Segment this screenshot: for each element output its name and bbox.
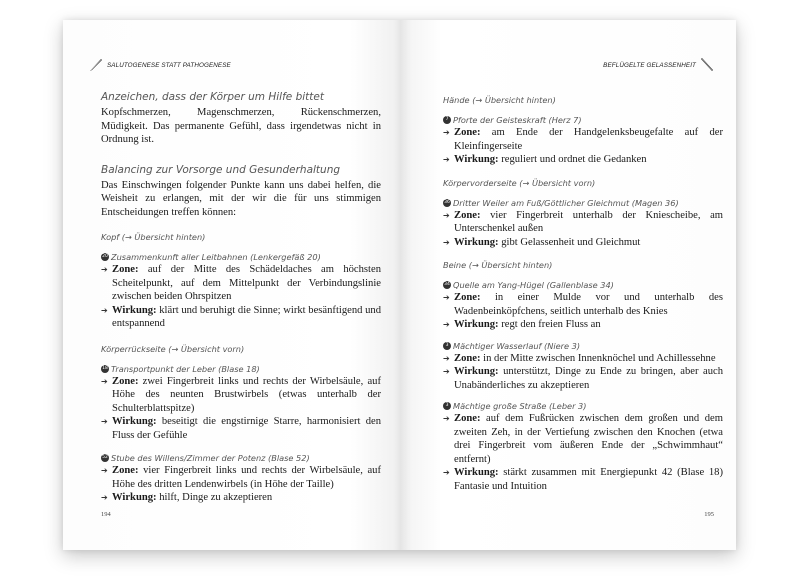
wirkung-text: regt den freien Fluss an xyxy=(501,319,601,330)
zone-label: Zone: xyxy=(454,413,481,424)
right-content xyxy=(443,94,723,493)
point-title-text: Quelle am Yang-Hügel (Gallenblase 34) xyxy=(453,280,614,290)
arrow-right-icon: ➔ xyxy=(443,237,450,247)
point-title xyxy=(443,279,723,291)
zone-label: Zone: xyxy=(112,264,139,275)
point-details xyxy=(101,263,381,331)
point-title-text: Transportpunkt der Leber (Blase 18) xyxy=(111,363,260,374)
zone-label: Zone: xyxy=(454,292,481,303)
wirkung-text: klärt und beruhigt die Sinne; wirkt besänftigend und entspannend xyxy=(112,304,381,329)
point-title xyxy=(443,340,723,352)
point-blase-52 xyxy=(101,452,381,505)
point-details xyxy=(101,375,381,443)
arrow-right-icon: ➔ xyxy=(443,155,450,164)
wirkung-item xyxy=(443,318,723,332)
point-title xyxy=(443,197,723,209)
point-title-text: Mächtiger Wasserlauf (Niere 3) xyxy=(453,340,581,351)
running-head-text: BEFLÜGELTE GELASSENHEIT xyxy=(603,61,696,69)
zone-item xyxy=(443,412,723,466)
point-gallenblase-34 xyxy=(443,279,723,332)
point-number-badge: 34 xyxy=(444,282,450,287)
point-details xyxy=(101,464,381,505)
point-details xyxy=(443,126,723,167)
point-title xyxy=(443,114,723,126)
arrow-right-icon: ➔ xyxy=(443,414,450,423)
point-details xyxy=(443,352,723,393)
arrow-right-icon: ➔ xyxy=(101,466,108,475)
wirkung-label: Wirkung: xyxy=(454,366,499,377)
feather-icon xyxy=(89,58,103,72)
section-beine: Beine (→ Übersicht hinten) xyxy=(443,260,553,270)
point-details xyxy=(443,209,723,250)
zone-label: Zone: xyxy=(454,209,481,221)
wirkung-item xyxy=(443,153,723,167)
arrow-right-icon: ➔ xyxy=(101,376,108,386)
wirkung-item xyxy=(443,466,723,493)
wirkung-item xyxy=(101,491,381,505)
arrow-right-icon: ➔ xyxy=(443,320,450,329)
wirkung-label: Wirkung: xyxy=(454,154,499,165)
left-content xyxy=(101,90,381,505)
point-leber-3 xyxy=(443,400,723,493)
zone-text: zwei Fingerbreit links und rechts der Wirbelsäule, auf Höhe des neunten Brustwirbels (etwas unterhalb der Schulterblattspitze) xyxy=(112,375,381,414)
zone-label: Zone: xyxy=(454,127,481,138)
heading-balancing: Balancing zur Vorsorge und Gesunderhaltung xyxy=(101,163,341,176)
arrow-right-icon: ➔ xyxy=(443,367,450,376)
point-title-text: Dritter Weiler am Fuß/Göttlicher Gleichmut (Magen 36) xyxy=(453,197,679,208)
zone-text: am Ende der Handgelenksbeugefalte auf der Kleinfingerseite xyxy=(454,127,724,152)
wirkung-label: Wirkung: xyxy=(112,416,157,427)
point-title-text: Mächtige große Straße (Leber 3) xyxy=(453,401,587,411)
wirkung-item xyxy=(101,304,381,331)
arrow-right-icon: ➔ xyxy=(101,493,108,502)
running-head-right xyxy=(603,58,714,72)
point-herz-7 xyxy=(443,114,723,167)
point-number-badge: 7 xyxy=(443,116,451,124)
point-niere-3 xyxy=(443,340,723,393)
arrow-right-icon: ➔ xyxy=(101,417,108,426)
point-number-badge: 3 xyxy=(443,342,451,350)
point-title-text: Pforte der Geisteskraft (Herz 7) xyxy=(453,115,582,125)
section-koerpervorderseite: Körpervorderseite (→ Übersicht vorn) xyxy=(443,177,596,188)
wirkung-text: beseitigt die engstirnige Starre, harmonisiert den Fluss der Gefühle xyxy=(112,416,381,441)
wirkung-text: reguliert und ordnet die Gedanken xyxy=(501,154,647,165)
point-number-badge: 20 xyxy=(102,254,108,259)
section-haende: Hände (→ Übersicht hinten) xyxy=(443,95,556,105)
zone-label: Zone: xyxy=(112,465,139,476)
zone-text: in der Mitte zwischen Innenknöchel und Achillessehne xyxy=(483,352,716,364)
zone-item xyxy=(443,291,723,318)
zone-text: auf dem Fußrücken zwischen dem großen und dem zweiten Zeh, in der Vertiefung zwischen den Knochen (etwa drei Fingerbreit vom äußeren Ende der „Schwimmhaut“ entfernt) xyxy=(454,413,723,465)
arrow-right-icon: ➔ xyxy=(101,265,108,274)
point-number-badge: 52 xyxy=(102,455,108,460)
zone-item xyxy=(443,352,723,366)
paragraph-balancing: Das Einschwingen folgender Punkte kann uns dabei helfen, die Weisheit zu erlangen, mit der wir die für uns stimmigen Entscheidungen treffen können: xyxy=(101,179,381,218)
zone-item xyxy=(101,375,381,416)
point-number-badge: 36 xyxy=(444,199,450,205)
left-page xyxy=(63,20,401,550)
wirkung-text: unterstützt, Dinge zu Ende zu bringen, aber auch Unabänderliches zu akzeptieren xyxy=(454,366,724,391)
wirkung-item xyxy=(101,415,381,442)
point-number-badge: 18 xyxy=(102,365,108,371)
wirkung-item xyxy=(443,365,723,392)
arrow-right-icon: ➔ xyxy=(443,468,450,477)
section-kopf: Kopf (→ Übersicht hinten) xyxy=(101,232,206,242)
wirkung-label: Wirkung: xyxy=(454,319,499,330)
zone-item xyxy=(443,126,723,153)
wirkung-label: Wirkung: xyxy=(112,304,157,316)
point-title-text: Stube des Willens/Zimmer der Potenz (Blase 52) xyxy=(111,453,310,463)
point-blase-18 xyxy=(101,363,381,443)
wirkung-label: Wirkung: xyxy=(454,236,499,248)
section-koerperrueckseite: Körperrückseite (→ Übersicht vorn) xyxy=(101,343,245,354)
arrow-right-icon: ➔ xyxy=(443,293,450,302)
point-number-badge: 3 xyxy=(443,402,451,410)
point-lenkergefaess-20 xyxy=(101,251,381,331)
zone-text: in einer Mulde vor und unterhalb des Wadenbeinköpfchens, seitlich unterhalb des Knies xyxy=(454,292,723,317)
wirkung-text: stärkt zusammen mit Energiepunkt 42 (Blase 18) Fantasie und Intuition xyxy=(454,467,723,492)
running-head-text: SALUTOGENESE STATT PATHOGENESE xyxy=(107,61,231,69)
point-title-text: Zusammenkunft aller Leitbahnen (Lenkergefäß 20) xyxy=(111,252,321,262)
book-spread xyxy=(63,20,736,550)
wirkung-text: gibt Gelassenheit und Gleichmut xyxy=(501,236,641,248)
zone-text: auf der Mitte des Schädeldaches am höchsten Scheitelpunkt, auf dem Mittelpunkt der Verbindungslinie zwischen beiden Ohrspitzen xyxy=(112,264,381,302)
wirkung-label: Wirkung: xyxy=(454,467,499,478)
arrow-right-icon: ➔ xyxy=(443,353,450,363)
zone-item xyxy=(101,263,381,304)
zone-label: Zone: xyxy=(112,375,139,387)
arrow-right-icon: ➔ xyxy=(443,128,450,137)
heading-signs: Anzeichen, dass der Körper um Hilfe bittet xyxy=(101,91,324,103)
paragraph-signs: Kopfschmerzen, Magenschmerzen, Rückenschmerzen, Müdigkeit. Das permanente Gefühl, dass irgendetwas nicht in Ordnung ist. xyxy=(101,107,381,145)
wirkung-text: hilft, Dinge zu akzeptieren xyxy=(159,492,273,503)
wirkung-item xyxy=(443,236,723,250)
feather-icon xyxy=(700,58,714,72)
zone-text: vier Fingerbreit unterhalb der Kniescheibe, am Unterschenkel außen xyxy=(454,209,724,234)
point-title xyxy=(101,452,381,464)
point-details xyxy=(443,412,723,493)
page-number-right: 195 xyxy=(704,511,714,518)
zone-label: Zone: xyxy=(454,352,481,364)
point-title xyxy=(101,251,381,263)
point-title xyxy=(443,400,723,412)
zone-text: vier Fingerbreit links und rechts der Wirbelsäule, auf Höhe des dritten Lendenwirbels (in Höhe der Taille) xyxy=(112,465,381,490)
point-details xyxy=(443,291,723,332)
point-title xyxy=(101,363,381,375)
zone-item xyxy=(101,464,381,491)
arrow-right-icon: ➔ xyxy=(101,305,108,315)
page-number-left: 194 xyxy=(101,511,111,518)
wirkung-label: Wirkung: xyxy=(112,492,157,503)
arrow-right-icon: ➔ xyxy=(443,210,450,220)
running-head-left xyxy=(89,58,231,72)
right-page xyxy=(401,20,736,550)
zone-item xyxy=(443,209,723,236)
point-magen-36 xyxy=(443,197,723,250)
